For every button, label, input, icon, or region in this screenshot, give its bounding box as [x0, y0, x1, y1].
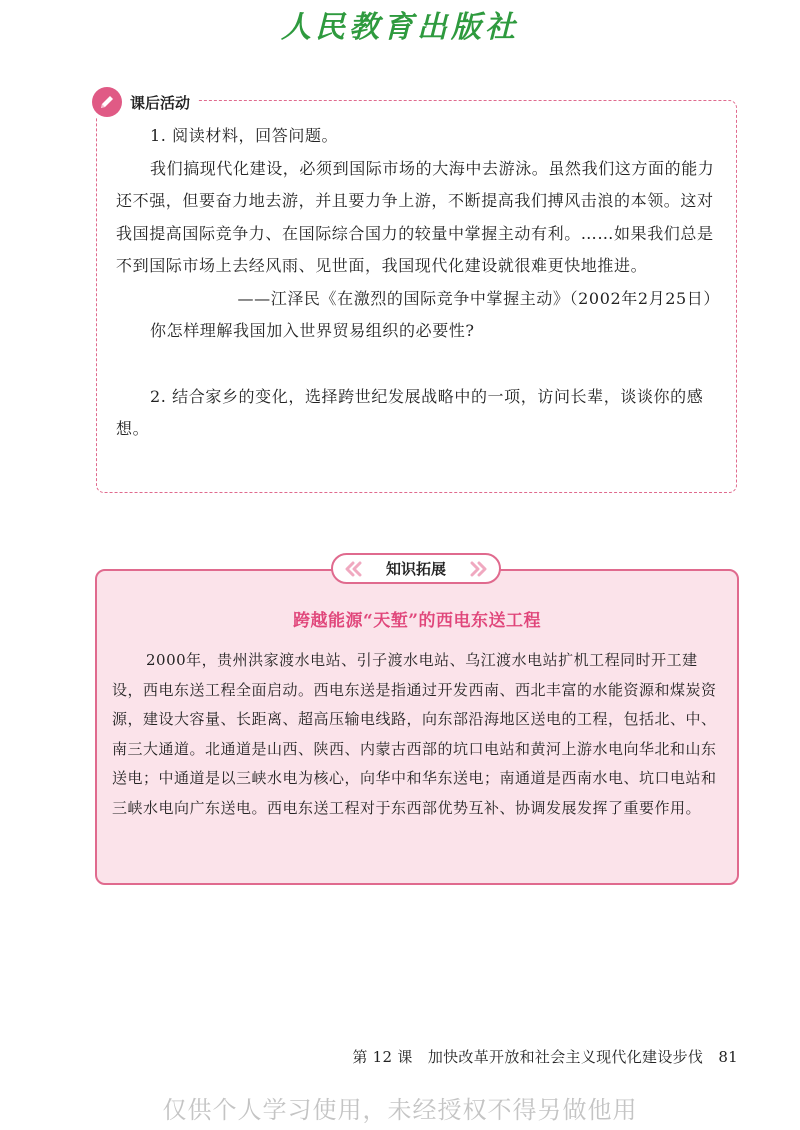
quoted-passage: 我们搞现代化建设，必须到国际市场的大海中去游泳。虽然我们这方面的能力还不强，但要奋力地去游，并且要力争上游，不断提高我们搏风击浪的本领。这对我国提高国际竞争力、在国际综合国力的较量中掌握主动有利。……如果我们总是不到国际市场上去经风雨、见世面，我国现代化建设就很难更快地推进。: [116, 158, 715, 275]
knowledge-paragraph: 2000年，贵州洪家渡水电站、引子渡水电站、乌江渡水电站扩机工程同时开工建设，西电东送工程全面启动。西电东送是指通过开发西南、西北丰富的水能资源和煤炭资源，建设大容量、长距离、超高压输电线路，向东部沿海地区送电的工程，包括北、中、南三大通道。北通道是山西、陕西、内蒙古西部的坑口电站和黄河上游水电向华北和山东送电；中通道是以三峡水电为核心，向华中和华东送电；南通道是西南水电、坑口电站和三峡水电向广东送电。西电东送工程对于东西部优势互补、协调发展发挥了重要作用。: [112, 651, 717, 817]
question-2: 2. 结合家乡的变化，选择跨世纪发展战略中的一项，访问长辈，谈谈你的感想。: [116, 386, 704, 438]
page-number: 81: [718, 1048, 738, 1066]
knowledge-tab-label: 知识拓展: [385, 560, 446, 578]
activity-header: [92, 86, 198, 118]
double-chevron-left-icon: [343, 561, 365, 577]
question-1-heading: 1. 阅读材料，回答问题。: [150, 126, 339, 145]
quote-source: ——江泽民《在激烈的国际竞争中掌握主动》（2002年2月25日）: [237, 288, 720, 308]
knowledge-tab: [331, 553, 501, 584]
lesson-number: 第 12 课: [352, 1048, 413, 1066]
question-1-prompt: 你怎样理解我国加入世界贸易组织的必要性?: [150, 321, 475, 340]
watermark-text: 仅供个人学习使用，未经授权不得另做他用: [162, 1096, 638, 1124]
page-footer: [352, 1046, 738, 1067]
pencil-icon: [92, 87, 122, 117]
knowledge-content: [112, 646, 722, 823]
activity-content: [116, 120, 726, 446]
double-chevron-right-icon: [467, 561, 489, 577]
knowledge-title: 跨越能源“天堑”的西电东送工程: [292, 611, 542, 631]
activity-title: 课后活动: [130, 93, 191, 112]
lesson-title: 加快改革开放和社会主义现代化建设步伐: [427, 1048, 704, 1066]
publisher-logo: 人民教育出版社: [281, 10, 519, 45]
